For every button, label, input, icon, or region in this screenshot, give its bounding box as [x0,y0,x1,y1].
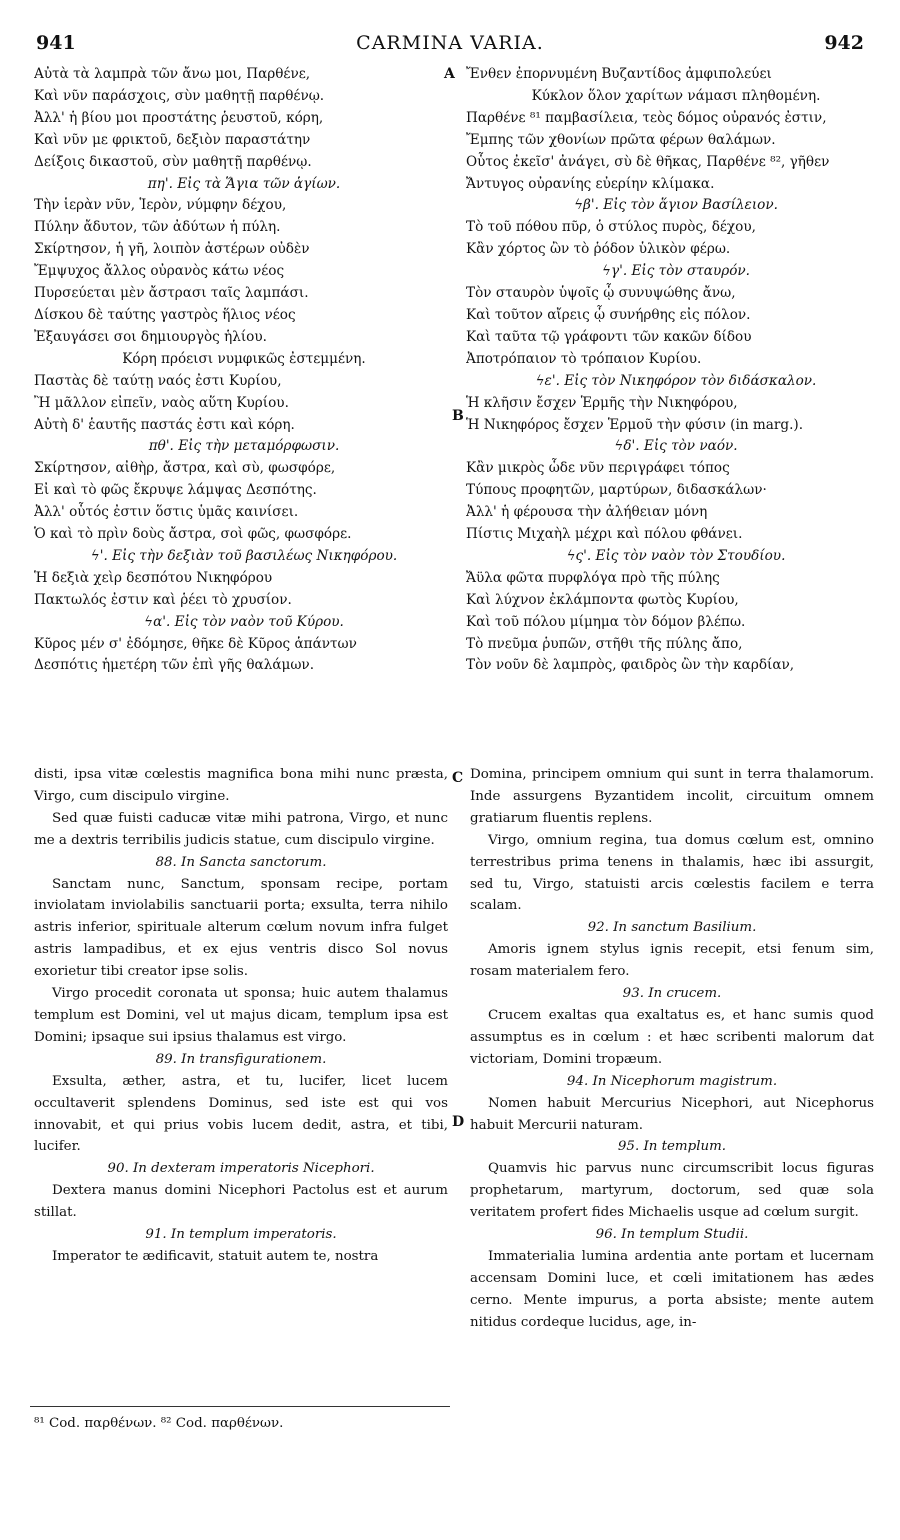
running-title: CARMINA VARIA. [356,32,544,54]
poem-heading: ϟα'. Εἰς τὸν ναὸν τοῦ Κύρου. [144,613,344,630]
verse-line: Δίσκου δὲ ταύτης γαστρὸς ἥλιος νέος [34,306,296,323]
verse-line: Τὸν νοῦν δὲ λαμπρὸς, φαιδρὸς ὢν τὴν καρδίαν, [466,657,795,674]
verse-line: Ἢ μᾶλλον εἰπεῖν, ναὸς αὕτη Κυρίου. [34,394,289,411]
verse-line: Πακτωλός ἐστιν καὶ ῥέει τὸ χρυσίον. [34,591,292,608]
verse-line: Πύλην ἄδυτον, τῶν ἀδύτων ἡ πύλη. [34,219,281,236]
poem-heading: ϟδ'. Εἰς τὸν ναόν. [614,438,738,455]
translation-heading: 91. In templum imperatoris. [145,1227,337,1243]
verse-line: Κἂν μικρὸς ὧδε νῦν περιγράφει τόπος [466,460,730,477]
verse-line: Καὶ νῦν με φρικτοῦ, δεξιὸν παραστάτην [34,131,311,148]
translation-heading: 95. In templum. [617,1139,727,1155]
margin-letter-a: A [444,66,455,82]
verse-line: Εἰ καὶ τὸ φῶς ἔκρυψε λάμψας Δεσπότης. [34,482,317,499]
verse-line: Ἀλλ' ἡ φέρουσα τὴν ἀλήθειαν μόνη [466,504,708,521]
latin-column-right [470,764,874,1334]
translation-heading: 93. In crucem. [622,986,722,1002]
footnote-rule [30,1406,450,1407]
translation-paragraph: Sanctam nunc, Sanctum, sponsam recipe, portam inviolatam inviolabilis sanctuarii porta; exsulta, terra nihilo astris inferior, spirituale alterum cœlum novum infra fulget astris lampadibus, et ex ejus ventris disco Sol novus exorietur tibi creator ipse solis. [34,876,448,980]
verse-line: Κόρη πρόεισι νυμφικῶς ἐστεμμένη. [122,350,366,367]
verse-line: Ἀλλ' ἡ βίου μοι προστάτης ῥευστοῦ, κόρη, [34,109,324,126]
translation-paragraph: Amoris ignem stylus ignis recepit, etsi fenum sim, rosam materialem fero. [470,942,874,980]
poem-heading: ϟς'. Εἰς τὸν ναὸν τὸν Στουδίου. [566,547,786,564]
latin-column-left [34,764,448,1268]
margin-letter-b: B [452,408,464,424]
translation-paragraph: Virgo, omnium regina, tua domus cœlum est, omnino terrestribus prima tenens in thalamis, hæc ibi assurgit, sed tu, Virgo, statuisti arcis cœlestis facilem e terra scalam. [470,832,874,914]
translation-heading: 94. In Nicephorum magistrum. [566,1073,778,1089]
translation-heading: 92. In sanctum Basilium. [587,920,757,936]
verse-line: Δεσπότις ἡμετέρη τῶν ἐπὶ γῆς θαλάμων. [34,657,315,674]
verse-line: Ἄϋλα φῶτα πυρφλόγα πρὸ τῆς πύλης [466,569,720,586]
poem-heading: ϟγ'. Εἰς τὸν σταυρόν. [602,263,750,280]
translation-paragraph: Crucem exaltas qua exaltatus es, et hanc sumis quod assumptus es in cœlum : et hæc scribenti malorum dat victoriam, Domini tropæum. [470,1007,874,1067]
footnotes: ⁸¹ Cod. παρθένων. ⁸² Cod. παρθένων. [34,1416,284,1431]
poem-heading: πθ'. Εἰς τὴν μεταμόρφωσιν. [148,438,340,455]
verse-line: Καὶ ταῦτα τῷ γράφοντι τῶν κακῶν δίδου [466,328,752,345]
verse-line: Καὶ τοῦ πόλου μίμημα τὸν δόμον βλέπω. [466,613,746,630]
translation-paragraph: Domina, principem omnium qui sunt in terra thalamorum. Inde assurgens Byzantidem incolit, circuitum omnem gratiarum fluentis replens. [470,767,874,826]
verse-line: Κύκλον ὅλον χαρίτων νάμασι πληθομένη. [531,87,821,104]
translation-heading: 96. In templum Studii. [595,1227,749,1243]
margin-letter-d: D [452,1114,465,1130]
margin-letter-c: C [452,770,464,786]
verse-line: Ἔνθεν ἐπορνυμένη Βυζαντίδος ἀμφιπολεύει [466,66,772,82]
left-page-number: 941 [36,32,76,54]
translation-paragraph: Exsulta, æther, astra, et tu, lucifer, licet lucem occultaverit splendens Dominus, sed iste est qui vos innovabit, et qui prius vobis lucem dedit, astra, et tibi, lucifer. [34,1073,448,1155]
poem-heading: πη'. Εἰς τὰ Ἅγια τῶν ἁγίων. [147,175,341,192]
translation-paragraph: disti, ipsa vitæ cœlestis magnifica bona mihi nunc præsta, Virgo, cum discipulo virgine. [34,767,448,804]
poem-heading: ϟ'. Εἰς τὴν δεξιὰν τοῦ βασιλέως Νικηφόρου. [90,547,398,564]
poem-heading: ϟβ'. Εἰς τὸν ἅγιον Βασίλειον. [574,197,778,214]
translation-heading: 89. In transfigurationem. [155,1051,327,1067]
verse-line: Σκίρτησον, αἰθὴρ, ἄστρα, καὶ σὺ, φωσφόρε, [34,460,336,477]
verse-line: Ἀποτρόπαιον τὸ τρόπαιον Κυρίου. [466,350,702,367]
translation-heading: 88. In Sancta sanctorum. [155,854,327,870]
verse-line: Τὸ τοῦ πόθου πῦρ, ὁ στύλος πυρὸς, δέχου, [466,219,756,236]
greek-column-right [466,64,886,677]
verse-line: Παστὰς δὲ ταύτῃ ναός ἐστι Κυρίου, [34,372,282,389]
verse-line: Ἐξαυγάσει σοι δημιουργὸς ἡλίου. [34,328,267,345]
translation-paragraph: Nomen habuit Mercurius Nicephori, aut Nicephorus habuit Mercurii naturam. [470,1095,874,1133]
translation-paragraph: Dextera manus domini Nicephori Pactolus est et aurum stillat. [34,1183,448,1221]
verse-line: Δείξοις δικαστοῦ, σὺν μαθητῇ παρθένῳ. [34,153,312,170]
verse-line: Ἡ δεξιὰ χεὶρ δεσπότου Νικηφόρου [34,569,273,586]
verse-line: Καὶ λύχνον ἐκλάμποντα φωτὸς Κυρίου, [466,591,739,608]
verse-line: Ἡ κλῆσιν ἔσχεν Ἑρμῆς τὴν Νικηφόρου, [466,394,738,411]
verse-line: Σκίρτησον, ἡ γῆ, λοιπὸν ἀστέρων οὐδὲν [34,241,310,258]
verse-line: Ἡ Νικηφόρος ἔσχεν Ἑρμοῦ τὴν φύσιν (in marg.). [466,416,804,433]
poem-heading: ϟε'. Εἰς τὸν Νικηφόρον τὸν διδάσκαλον. [535,372,817,389]
verse-line: Κῦρος μέν σ' ἐδόμησε, θῆκε δὲ Κῦρος ἁπάντων [34,635,357,652]
translation-paragraph: Sed quæ fuisti caducæ vitæ mihi patrona, Virgo, et nunc me a dextris terribilis judicis statue, cum discipulo virgine. [34,810,448,848]
verse-line: Τὸ πνεῦμα ῥυπῶν, στῆθι τῆς πύλης ἄπο, [466,635,743,652]
running-header [30,32,870,60]
verse-line: Αὐτὰ τὰ λαμπρὰ τῶν ἄνω μοι, Παρθένε, [34,66,311,82]
verse-line: Ὁ καὶ τὸ πρὶν δοὺς ἄστρα, σοὶ φῶς, φωσφόρε. [34,526,352,543]
verse-line: Κἂν χόρτος ὢν τὸ ῥόδον ὑλικὸν φέρω. [466,241,731,258]
verse-line: Αὐτὴ δ' ἑαυτῆς παστάς ἐστι καὶ κόρη. [34,416,295,433]
verse-line: Τὴν ἱερὰν νῦν, Ἱερὸν, νύμφην δέχου, [34,197,287,214]
verse-line: Οὗτος ἐκεῖσ' ἀνάγει, σὺ δὲ θῆκας, Παρθένε ⁸², γῆθεν [466,153,830,170]
verse-line: Τὸν σταυρὸν ὑψοῖς ᾧ συνυψώθης ἄνω, [466,285,736,302]
verse-line: Καὶ τοῦτον αἴρεις ᾧ συνήρθης εἰς πόλον. [466,306,751,323]
verse-line: Καὶ νῦν παράσχοις, σὺν μαθητῇ παρθένῳ. [34,87,325,104]
verse-line: Παρθένε ⁸¹ παμβασίλεια, τεὸς δόμος οὐρανός ἐστιν, [466,109,827,126]
translation-paragraph: Imperator te ædificavit, statuit autem te, nostra [52,1248,379,1264]
verse-line: Πυρσεύεται μὲν ἄστρασι ταῖς λαμπάσι. [34,285,309,302]
verse-line: Ἔμψυχος ἄλλος οὐρανὸς κάτω νέος [34,263,285,280]
translation-paragraph: Quamvis hic parvus nunc circumscribit locus figuras prophetarum, martyrum, doctorum, sed quæ sola veritatem profert fides Michaelis usque ad cœlum surgit. [470,1161,874,1221]
verse-line: Τύπους προφητῶν, μαρτύρων, διδασκάλων· [466,482,767,499]
translation-paragraph: Virgo procedit coronata ut sponsa; huic autem thalamus templum est Domini, vel ut majus dicam, templum ipsa est Domini; ipsaque sui ipsius thalamus est virgo. [34,986,448,1045]
verse-line: Ἔμπης τῶν χθονίων πρῶτα φέρων θαλάμων. [466,131,776,148]
translation-heading: 90. In dexteram imperatoris Nicephori. [107,1161,375,1177]
right-page-number: 942 [824,32,864,54]
translation-paragraph: Immaterialia lumina ardentia ante portam et lucernam accensam Domini luce, et cœli imitationem has ædes cerno. Mente impurus, a porta absiste; mente autem nitidus cordeque lucidus, age, in- [470,1248,874,1330]
greek-column-left [34,64,454,677]
verse-line: Ἄντυγος οὐρανίης εὐερίην κλίμακα. [466,175,715,192]
verse-line: Πίστις Μιχαὴλ μέχρι καὶ πόλου φθάνει. [466,526,743,543]
verse-line: Ἀλλ' οὗτός ἐστιν ὅστις ὑμᾶς καινίσει. [34,504,299,521]
